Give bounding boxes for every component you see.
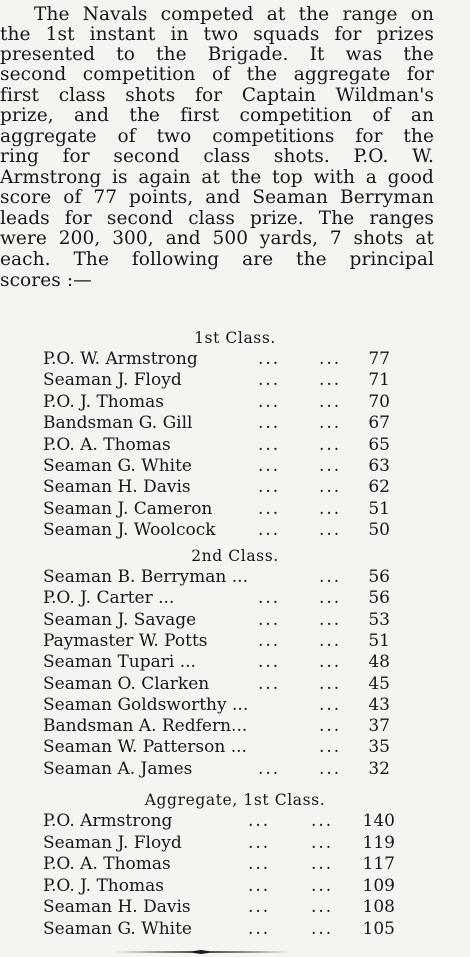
score-value: 32 bbox=[368, 758, 390, 779]
score-row bbox=[0, 811, 470, 832]
score-row bbox=[0, 520, 470, 541]
leader-dots: ... bbox=[248, 811, 271, 831]
leader-dots: ... bbox=[248, 854, 271, 875]
leader-dots: ... bbox=[319, 630, 342, 651]
leader-dots: ... bbox=[319, 456, 342, 476]
score-value: 77 bbox=[368, 349, 390, 369]
score-value: 56 bbox=[368, 567, 390, 587]
score-row bbox=[0, 435, 470, 456]
competitor-name: Seaman Tupari ... bbox=[43, 652, 196, 673]
score-value: 105 bbox=[362, 919, 395, 939]
leader-dots: ... bbox=[258, 477, 281, 498]
competitor-name: P.O. J. Carter ... bbox=[43, 588, 175, 609]
leader-dots: ... bbox=[319, 758, 342, 779]
section-heading: Aggregate, 1st Class. bbox=[144, 791, 326, 809]
score-row bbox=[0, 413, 470, 434]
competitor-name: Seaman G. White bbox=[43, 919, 192, 939]
score-value: 108 bbox=[362, 897, 395, 918]
competitor-name: Seaman W. Patterson ... bbox=[43, 737, 247, 758]
score-row bbox=[0, 897, 470, 918]
score-value: 51 bbox=[368, 630, 390, 651]
score-row bbox=[0, 631, 470, 652]
leader-dots: ... bbox=[258, 520, 281, 541]
competitor-name: Seaman J. Floyd bbox=[43, 832, 182, 853]
leader-dots: ... bbox=[319, 716, 342, 737]
competitor-name: P.O. J. Thomas bbox=[43, 875, 164, 896]
article-line: scores :— bbox=[0, 270, 92, 291]
leader-dots: ... bbox=[258, 652, 281, 673]
leader-dots: ... bbox=[319, 434, 342, 455]
leader-dots: ... bbox=[319, 652, 342, 673]
leader-dots: ... bbox=[258, 391, 281, 412]
score-value: 119 bbox=[362, 832, 395, 853]
competitor-name: Bandsman A. Redfern... bbox=[43, 716, 248, 737]
score-row bbox=[0, 674, 470, 695]
competitor-name: Seaman J. Floyd bbox=[43, 370, 182, 391]
leader-dots: ... bbox=[258, 370, 281, 391]
competitor-name: Seaman J. Cameron bbox=[43, 498, 213, 519]
leader-dots: ... bbox=[319, 413, 342, 434]
score-row bbox=[0, 499, 470, 520]
score-row bbox=[0, 919, 470, 940]
score-row bbox=[0, 652, 470, 673]
competitor-name: Bandsman G. Gill bbox=[43, 413, 193, 434]
score-value: 50 bbox=[368, 520, 390, 541]
leader-dots: ... bbox=[319, 567, 342, 587]
article-line: Armstrong is again at the top with a good bbox=[0, 167, 434, 188]
score-row bbox=[0, 833, 470, 854]
score-row bbox=[0, 737, 470, 758]
leader-dots: ... bbox=[258, 498, 281, 519]
leader-dots: ... bbox=[248, 875, 271, 896]
score-row bbox=[0, 610, 470, 631]
article-line: presented to the Brigade. It was the bbox=[0, 44, 434, 65]
score-value: 109 bbox=[362, 875, 395, 896]
leader-dots: ... bbox=[319, 588, 342, 609]
leader-dots: ... bbox=[258, 413, 281, 434]
competitor-name: Seaman Goldsworthy ... bbox=[43, 694, 249, 715]
leader-dots: ... bbox=[319, 498, 342, 519]
competitor-name: P.O. A. Thomas bbox=[43, 854, 171, 875]
leader-dots: ... bbox=[258, 609, 281, 630]
competitor-name: Seaman O. Clarken bbox=[43, 673, 210, 694]
competitor-name: P.O. W. Armstrong bbox=[43, 349, 198, 369]
section-heading: 2nd Class. bbox=[191, 547, 279, 565]
leader-dots: ... bbox=[258, 673, 281, 694]
competitor-name: Seaman H. Davis bbox=[43, 897, 191, 918]
score-value: 140 bbox=[362, 811, 395, 831]
score-row bbox=[0, 588, 470, 609]
leader-dots: ... bbox=[319, 673, 342, 694]
score-value: 51 bbox=[368, 498, 390, 519]
leader-dots: ... bbox=[258, 758, 281, 779]
leader-dots: ... bbox=[258, 349, 281, 369]
leader-dots: ... bbox=[319, 477, 342, 498]
leader-dots: ... bbox=[311, 854, 334, 875]
competitor-name: Seaman J. Woolcock bbox=[43, 520, 216, 541]
score-value: 71 bbox=[368, 370, 390, 391]
score-row bbox=[0, 695, 470, 716]
score-value: 43 bbox=[368, 694, 390, 715]
score-value: 65 bbox=[368, 434, 390, 455]
leader-dots: ... bbox=[258, 630, 281, 651]
leader-dots: ... bbox=[319, 520, 342, 541]
article-line: aggregate of two competitions for the bbox=[0, 126, 434, 147]
article-line: The Navals competed at the range on bbox=[34, 4, 434, 25]
leader-dots: ... bbox=[258, 434, 281, 455]
article-line: each. The following are the principal bbox=[0, 249, 434, 270]
column-end-rule bbox=[112, 950, 290, 954]
competitor-name: Seaman A. James bbox=[43, 758, 193, 779]
score-value: 67 bbox=[368, 413, 390, 434]
score-value: 35 bbox=[368, 737, 390, 758]
score-value: 70 bbox=[368, 391, 390, 412]
leader-dots: ... bbox=[319, 737, 342, 758]
leader-dots: ... bbox=[248, 897, 271, 918]
score-value: 48 bbox=[368, 652, 390, 673]
competitor-name: Seaman G. White bbox=[43, 456, 192, 476]
leader-dots: ... bbox=[319, 349, 342, 369]
leader-dots: ... bbox=[248, 832, 271, 853]
competitor-name: Paymaster W. Potts bbox=[43, 630, 208, 651]
score-row bbox=[0, 567, 470, 588]
score-row bbox=[0, 716, 470, 737]
score-value: 45 bbox=[368, 673, 390, 694]
score-value: 63 bbox=[368, 456, 390, 476]
article-line: second competition of the aggregate for bbox=[0, 64, 434, 85]
score-value: 62 bbox=[368, 477, 390, 498]
leader-dots: ... bbox=[248, 919, 271, 939]
score-row bbox=[0, 759, 470, 780]
score-value: 56 bbox=[368, 588, 390, 609]
leader-dots: ... bbox=[311, 811, 334, 831]
leader-dots: ... bbox=[319, 609, 342, 630]
score-row bbox=[0, 370, 470, 391]
competitor-name: Seaman J. Savage bbox=[43, 609, 197, 630]
competitor-name: Seaman H. Davis bbox=[43, 477, 191, 498]
leader-dots: ... bbox=[311, 919, 334, 939]
leader-dots: ... bbox=[311, 897, 334, 918]
leader-dots: ... bbox=[319, 391, 342, 412]
leader-dots: ... bbox=[258, 588, 281, 609]
score-row bbox=[0, 349, 470, 370]
article-line: ring for second class shots. P.O. W. bbox=[0, 146, 434, 167]
competitor-name: P.O. A. Thomas bbox=[43, 434, 171, 455]
score-row bbox=[0, 876, 470, 897]
section-heading: 1st Class. bbox=[194, 329, 276, 347]
leader-dots: ... bbox=[311, 832, 334, 853]
score-row bbox=[0, 854, 470, 875]
score-value: 37 bbox=[368, 716, 390, 737]
score-row bbox=[0, 392, 470, 413]
score-row bbox=[0, 456, 470, 477]
score-row bbox=[0, 477, 470, 498]
competitor-name: P.O. Armstrong bbox=[43, 811, 173, 831]
article-line: were 200, 300, and 500 yards, 7 shots at bbox=[0, 228, 434, 249]
leader-dots: ... bbox=[258, 456, 281, 476]
leader-dots: ... bbox=[319, 694, 342, 715]
leader-dots: ... bbox=[311, 875, 334, 896]
score-value: 117 bbox=[362, 854, 395, 875]
competitor-name: Seaman B. Berryman ... bbox=[43, 567, 248, 587]
article-line: prize, and the first competition of an bbox=[0, 105, 434, 126]
score-value: 53 bbox=[368, 609, 390, 630]
leader-dots: ... bbox=[319, 370, 342, 391]
article-line: score of 77 points, and Seaman Berryman bbox=[0, 187, 434, 208]
article-line: first class shots for Captain Wildman's bbox=[0, 85, 434, 106]
article-line: leads for second class prize. The ranges bbox=[0, 208, 434, 229]
article-line: the 1st instant in two squads for prizes bbox=[0, 24, 434, 45]
competitor-name: P.O. J. Thomas bbox=[43, 391, 164, 412]
